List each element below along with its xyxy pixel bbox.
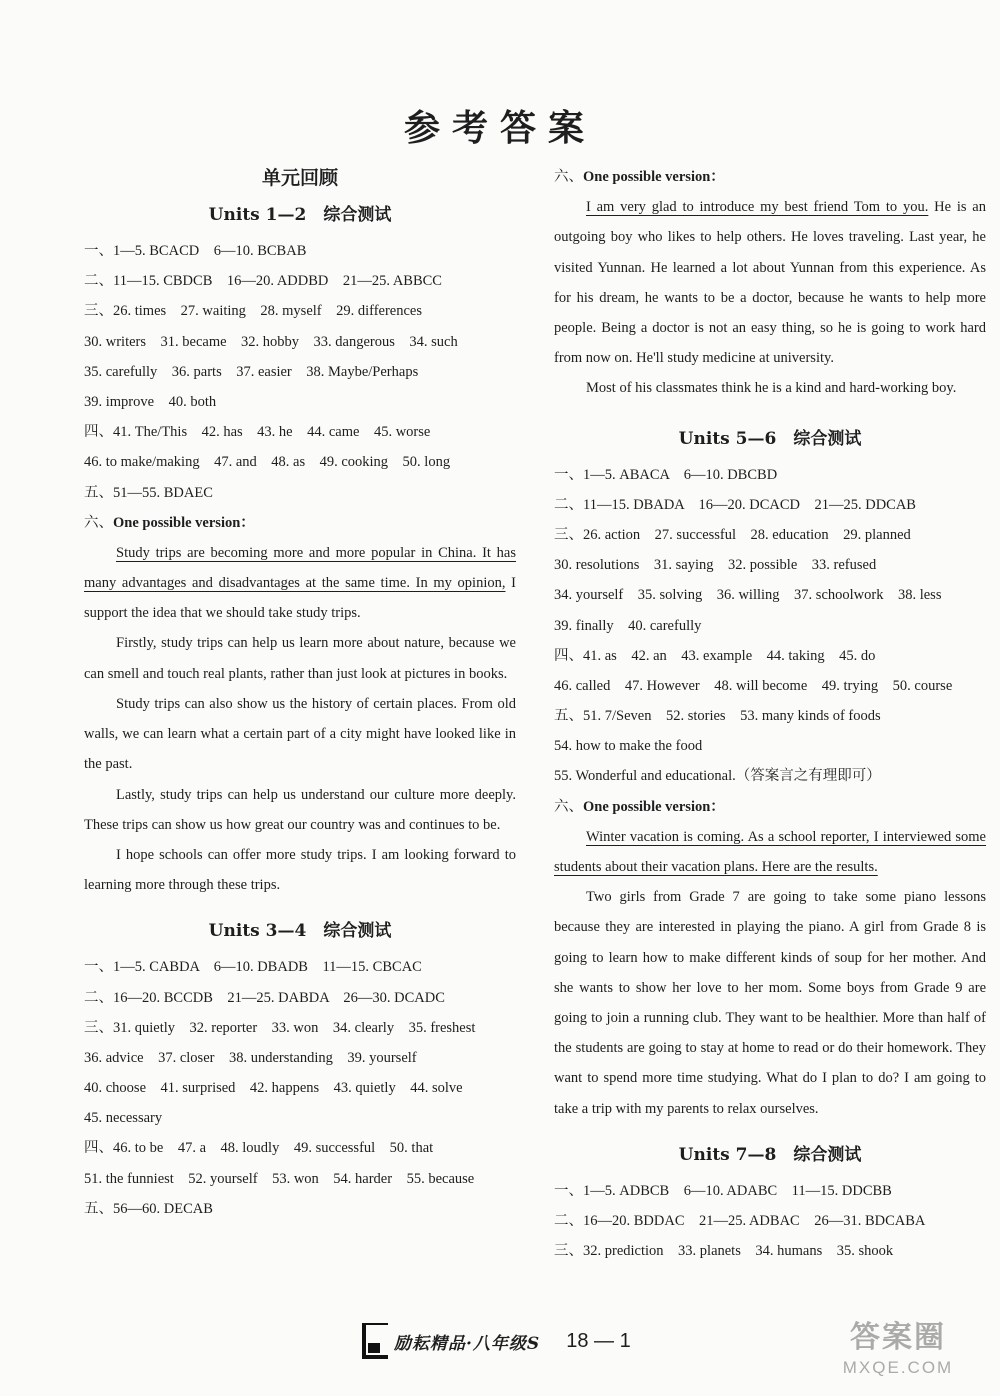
answer-line: 一、1—5. ADBCB 6—10. ADABC 11—15. DDCBB bbox=[554, 1182, 892, 1199]
answer-line: 30. writers 31. became 32. hobby 33. dangerous 34. such bbox=[84, 333, 458, 350]
units-3-4-heading: Units 3—4 综合测试 bbox=[208, 921, 392, 942]
answer-line: 一、1—5. BCACD 6—10. BCBAB bbox=[84, 243, 307, 259]
answer-line: 二、11—15. CBDCB 16—20. ADDBD 21—25. ABBCC bbox=[84, 273, 442, 290]
essay-label bbox=[554, 162, 986, 192]
answer-line: 四、41. as 42. an 43. example 44. taking 45. do bbox=[554, 647, 876, 664]
essay-label bbox=[84, 508, 516, 538]
answer-line: 三、26. action 27. successful 28. education 29. planned bbox=[554, 526, 911, 543]
section-heading: 单元回顾 bbox=[261, 167, 338, 189]
essay-underlined-text: I am very glad to introduce my best friend Tom to you. bbox=[586, 199, 929, 216]
answer-line: 四、46. to be 47. a 48. loudly 49. successful 50. that bbox=[84, 1140, 434, 1157]
essay-paragraph: Most of his classmates think he is a kind and hard-working boy. bbox=[586, 380, 957, 397]
essay-paragraph: Two girls from Grade 7 are going to take some piano lessons because they are interested in playing the piano. A girl from Grade 8 is going to learn how to make different kinds of soup for her mother. And she wants to show her love to her mom. Some boys from Grade 9 are going to join a running club. They want to be healthier. More than half of the students are going to stay at home to read or do their homework. They want to spend more time studying. What do I plan to do? I am going to take a trip with my parents to relax ourselves. bbox=[554, 889, 986, 1117]
essay-prefix: 六、 bbox=[554, 169, 583, 185]
answer-line: 五、51. 7/Seven 52. stories 53. many kinds of foods bbox=[554, 708, 881, 725]
essay-paragraph: I hope schools can offer more study trips. I am looking forward to learning more through these trips. bbox=[84, 846, 516, 894]
page-number: 18 — 1 bbox=[566, 1329, 631, 1352]
essay-label-text: One possible version： bbox=[583, 798, 725, 815]
answer-line: 39. finally 40. carefully bbox=[554, 617, 702, 634]
answer-line: 一、1—5. ABACA 6—10. DBCBD bbox=[554, 466, 778, 483]
footer-brand: 励耘精品·八年级S bbox=[394, 1333, 541, 1354]
essay-prefix: 六、 bbox=[84, 514, 113, 531]
essay-label-text: One possible version： bbox=[583, 169, 725, 185]
answer-line: 三、26. times 27. waiting 28. myself 29. differences bbox=[84, 303, 423, 320]
answer-line: 51. the funniest 52. yourself 53. won 54. harder 55. because bbox=[84, 1170, 475, 1187]
watermark-main: 答案圈 bbox=[850, 1320, 946, 1355]
answer-line: 三、31. quietly 32. reporter 33. won 34. clearly 35. freshest bbox=[84, 1019, 476, 1036]
essay-label-text: One possible version： bbox=[113, 514, 255, 531]
essay-text: I support the idea that we should take study trips. bbox=[84, 575, 516, 622]
essay-paragraph: Lastly, study trips can help us understand our culture more deeply. These trips can show us how great our country was and continues to be. bbox=[84, 786, 516, 833]
units-1-2-heading: Units 1—2 综合测试 bbox=[208, 205, 392, 225]
page-footer bbox=[362, 1322, 682, 1360]
page-title: 参考答案 bbox=[403, 107, 596, 149]
essay-paragraph bbox=[554, 192, 986, 373]
answer-line: 35. carefully 36. parts 37. easier 38. Maybe/Perhaps bbox=[84, 363, 419, 380]
watermark-sub: MXQE.COM bbox=[842, 1358, 954, 1377]
essay-paragraph: Firstly, study trips can help us learn more about nature, because we can smell and touch real plants, rather than just look at pictures in books. bbox=[84, 635, 516, 682]
answer-line: 五、56—60. DECAB bbox=[84, 1200, 213, 1217]
publisher-logo-icon bbox=[362, 1323, 388, 1359]
answer-line: 四、41. The/This 42. has 43. he 44. came 45. worse bbox=[84, 424, 431, 441]
answer-line: 39. improve 40. both bbox=[84, 393, 217, 410]
answer-line: 二、16—20. BCCDB 21—25. DABDA 26—30. DCADC bbox=[84, 989, 445, 1006]
answer-line: 30. resolutions 31. saying 32. possible 33. refused bbox=[554, 557, 877, 574]
answer-line: 55. Wonderful and educational.（答案言之有理即可） bbox=[554, 768, 881, 785]
answer-line: 三、32. prediction 33. planets 34. humans 35. shook bbox=[554, 1243, 894, 1260]
essay-prefix: 六、 bbox=[554, 798, 583, 815]
units-5-6-heading: Units 5—6 综合测试 bbox=[678, 428, 862, 449]
answer-line: 34. yourself 35. solving 36. willing 37. schoolwork 38. less bbox=[554, 587, 942, 604]
answer-line: 46. called 47. However 48. will become 49. trying 50. course bbox=[554, 677, 953, 694]
answer-line: 40. choose 41. surprised 42. happens 43. quietly 44. solve bbox=[84, 1080, 463, 1097]
essay-paragraph: Study trips can also show us the history of certain places. From old walls, we can learn what a certain part of a city might have looked like in the past. bbox=[84, 695, 516, 773]
left-column bbox=[84, 162, 516, 1224]
watermark bbox=[818, 1318, 978, 1392]
essay-label bbox=[554, 792, 986, 822]
right-column bbox=[554, 162, 986, 1266]
units-7-8-heading: Units 7—8 综合测试 bbox=[678, 1144, 862, 1165]
answer-line: 45. necessary bbox=[84, 1110, 163, 1127]
answer-line: 二、11—15. DBADA 16—20. DCACD 21—25. DDCAB bbox=[554, 496, 916, 513]
essay-paragraph bbox=[84, 538, 516, 629]
essay-underlined-text: Study trips are becoming more and more popular in China. It has many advantages and disadvantages at the same time. In my opinion, bbox=[84, 544, 516, 592]
essay-text: He is an outgoing boy who likes to help others. He loves traveling. Last year, he visited Yunnan. He learned a lot about Yunnan from this experience. As for his dream, he wants to be a doctor, because he wants to help more people. Being a doctor is not an easy thing, so he is going to work hard from now on. He'll study medicine at university. bbox=[554, 199, 986, 367]
answer-line: 46. to make/making 47. and 48. as 49. cooking 50. long bbox=[84, 454, 451, 471]
answer-line: 二、16—20. BDDAC 21—25. ADBAC 26—31. BDCABA bbox=[554, 1213, 926, 1230]
answer-line: 一、1—5. CABDA 6—10. DBADB 11—15. CBCAC bbox=[84, 959, 422, 976]
essay-paragraph bbox=[554, 822, 986, 882]
answer-line: 36. advice 37. closer 38. understanding 39. yourself bbox=[84, 1049, 417, 1066]
answer-line: 五、51—55. BDAEC bbox=[84, 484, 213, 501]
answer-line: 54. how to make the food bbox=[554, 738, 703, 755]
essay-underlined-text: Winter vacation is coming. As a school reporter, I interviewed some students about their vacation plans. Here are the results. bbox=[554, 828, 986, 876]
